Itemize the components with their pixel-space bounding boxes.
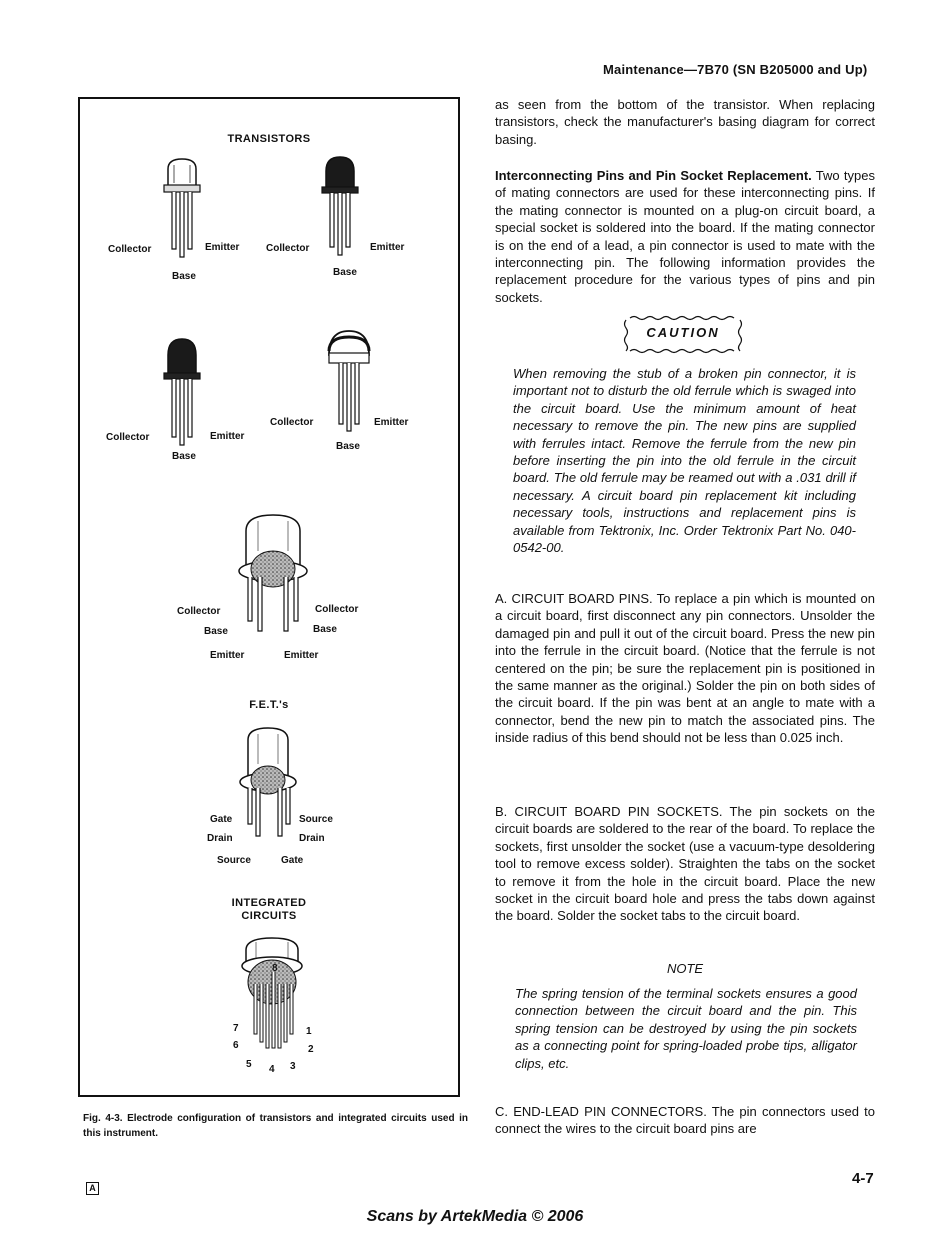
t3-emitter-label: Emitter xyxy=(210,431,245,442)
t2-emitter-label: Emitter xyxy=(370,242,405,253)
paragraph-interconnecting-heading: Interconnecting Pins and Pin Socket Replacement. xyxy=(495,168,812,183)
t3-collector-label: Collector xyxy=(106,432,150,443)
t4-emitter-label: Emitter xyxy=(374,417,409,428)
caution-banner xyxy=(622,314,744,354)
t5-base-left-label: Base xyxy=(204,626,228,637)
t5-emitter-right-label: Emitter xyxy=(284,650,319,661)
ic-title-line-1: INTEGRATED xyxy=(231,897,307,909)
ic-pin-8-label: 8 xyxy=(272,963,278,974)
note-text: The spring tension of the terminal sockets ensures a good connection between the circuit board and the pin. This spring tension can be destroyed by using the pin sockets as a connecting point for spring-loaded probe tips, alligator clips, etc. xyxy=(515,986,857,1071)
transistor-2-illustration xyxy=(318,155,378,265)
paragraph-b-pin-sockets: B. CIRCUIT BOARD PIN SOCKETS. The pin sockets on the circuit boards are soldered to the rear of the board. To replace the sockets, first unsolder the socket (use a vacuum-type desoldering tool to remove excess solder). Straighten the tabs on the socket to remove it from the hole in the circuit board. Place the new socket in the circuit board hole and press the tabs down against the board. Solder the socket tabs to the circuit board. xyxy=(495,804,875,924)
caution-text: When removing the stub of a broken pin connector, it is important not to disturb the old ferrule which is swaged into the circuit board. Use the minimum amount of heat necessary to remove the pin. The new pins are supplied with ferrules intact. Remove the ferrule from the new pin before inserting the pin into the old ferrule in the circuit board. The old ferrule may be reamed out with a .031 drill if necessary. A circuit board pin replacement kit including necessary tools, instructions and replacement pins is available from Tektronix, Inc. Order Tektronix Part No. 040-0542-00. xyxy=(513,366,856,556)
ic-pin-3-label: 3 xyxy=(290,1061,296,1072)
ic-pin-7-label: 7 xyxy=(233,1023,239,1034)
page-number: 4-7 xyxy=(852,1170,874,1187)
t2-base-label: Base xyxy=(333,267,357,278)
t1-emitter-label: Emitter xyxy=(205,242,240,253)
transistors-title: TRANSISTORS xyxy=(227,133,311,145)
ic-title-line-2: CIRCUITS xyxy=(241,910,297,922)
t3-base-label: Base xyxy=(172,451,196,462)
paragraph-interconnecting-body: Two types of mating connectors are used for these interconnecting pins. If the mating connector is mounted on a plug-on circuit board, a special socket is soldered into the board. If the mating connector is on the end of a lead, a pin connector is used to mate with the interconnecting pin. The following information provides the replacement procedure for the various types of pins and pin sockets. xyxy=(495,168,875,305)
note-label: NOTE xyxy=(666,961,704,976)
ic-pin-5-label: 5 xyxy=(246,1059,252,1070)
fet-gate-left-label: Gate xyxy=(210,814,233,825)
t5-collector-left-label: Collector xyxy=(177,606,221,617)
ic-pin-4-label: 4 xyxy=(269,1064,275,1075)
t1-base-label: Base xyxy=(172,271,196,282)
ic-pin-1-label: 1 xyxy=(306,1026,312,1037)
t5-base-right-label: Base xyxy=(313,624,337,635)
t5-collector-right-label: Collector xyxy=(315,604,359,615)
t5-emitter-left-label: Emitter xyxy=(210,650,245,661)
fet-gate-right-label: Gate xyxy=(281,855,304,866)
t1-collector-label: Collector xyxy=(108,244,152,255)
fet-source-left-label: Source xyxy=(217,855,251,866)
figure-frame xyxy=(78,97,460,1097)
fet-drain-left-label: Drain xyxy=(207,833,233,844)
t2-collector-label: Collector xyxy=(266,243,310,254)
figure-caption: Fig. 4-3. Electrode configuration of transistors and integrated circuits used in this instrument. xyxy=(83,1113,468,1139)
t4-collector-label: Collector xyxy=(270,417,314,428)
fets-title: F.E.T.'s xyxy=(249,699,289,711)
fet-source-right-label: Source xyxy=(299,814,333,825)
caution-label: CAUTION xyxy=(646,325,720,340)
ic-pin-2-label: 2 xyxy=(308,1044,314,1055)
t4-base-label: Base xyxy=(336,441,360,452)
scan-credit-footer: Scans by ArtekMedia © 2006 xyxy=(366,1208,584,1225)
paragraph-a-circuit-board-pins: A. CIRCUIT BOARD PINS. To replace a pin which is mounted on a circuit board, first disconnect any pin connectors. Unsolder the damaged pin and pull it out of the circuit board. Press the new pin into the ferrule in the circuit board. (Notice that the ferrule is not centered on the pin; be sure the replacement pin is positioned in the same manner as the original.) Solder the pin on both sides of the circuit board. If the pin was bent at an angle to mate with a connector, bend the new pin to match the associated pins. The inside radius of this bend should not be less than 0.025 inch. xyxy=(495,591,875,746)
fet-drain-right-label: Drain xyxy=(299,833,325,844)
corner-mark: A xyxy=(86,1182,99,1195)
ic-illustration xyxy=(230,934,330,1064)
paragraph-intro: as seen from the bottom of the transistor. When replacing transistors, check the manufacturer's basing diagram for correct basing. xyxy=(495,97,875,147)
running-header: Maintenance—7B70 (SN B205000 and Up) xyxy=(603,62,868,77)
paragraph-interconnecting-pins xyxy=(495,167,875,306)
ic-pin-6-label: 6 xyxy=(233,1040,239,1051)
paragraph-c-end-lead: C. END-LEAD PIN CONNECTORS. The pin connectors used to connect the wires to the circuit board pins are xyxy=(495,1104,875,1137)
